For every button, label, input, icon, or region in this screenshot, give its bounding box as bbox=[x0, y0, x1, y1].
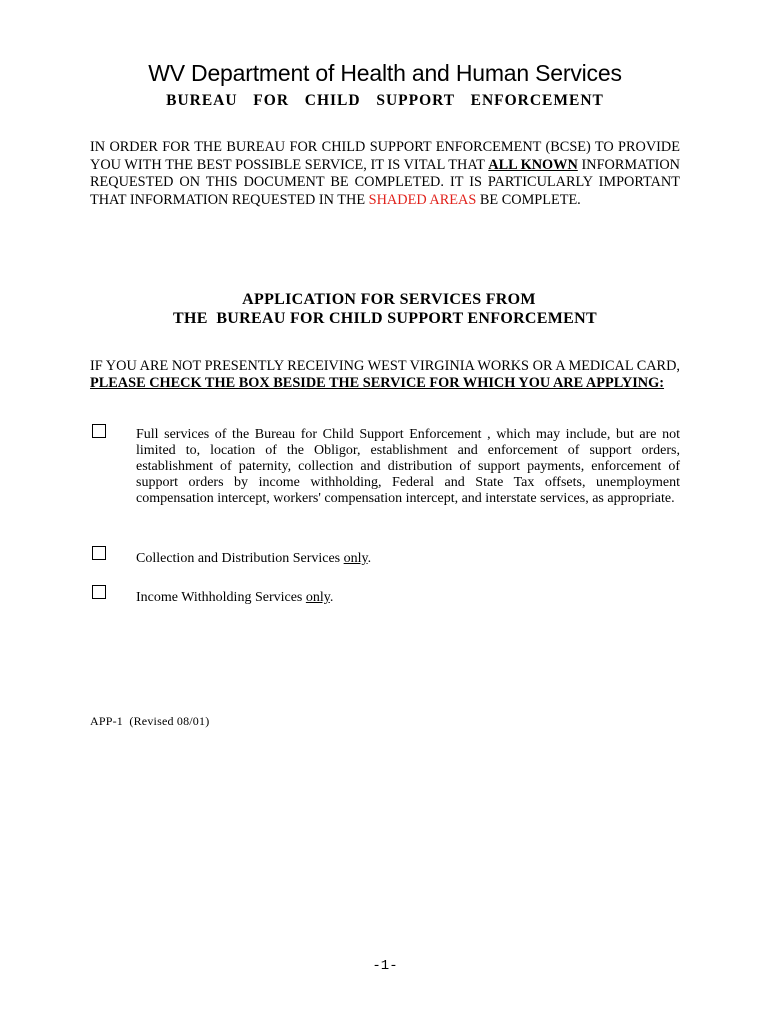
income-withholding-label: Income Withholding Services bbox=[136, 590, 306, 605]
notice-text-3: BE COMPLETE. bbox=[476, 191, 581, 208]
collection-distribution-checkbox[interactable] bbox=[92, 546, 106, 560]
bureau-title-text: BUREAU FOR CHILD SUPPORT ENFORCEMENT bbox=[166, 92, 604, 109]
full-services-label: Full services of the Bureau for Child Support Enforcement , which may include, but are not limited to, location of the Obligor, establishment and enforcement of support orders, establishment of paternity, collection and distribution of support payments, enforcement of support orders by income withholding, Federal and State Tax offsets, unemployment compensation intercept, workers' compensation intercept, and interstate services, as appropriate. bbox=[136, 427, 680, 506]
collection-only-qualifier: only bbox=[343, 551, 368, 566]
application-title bbox=[0, 290, 770, 328]
instructions-paragraph bbox=[90, 358, 680, 392]
collection-distribution-option bbox=[136, 551, 680, 567]
instructions-text: IF YOU ARE NOT PRESENTLY RECEIVING WEST VIRGINIA WORKS OR A MEDICAL CARD, bbox=[90, 358, 680, 374]
instructions-emphasis: PLEASE CHECK THE BOX BESIDE THE SERVICE FOR WHICH YOU ARE APPLYING: bbox=[90, 375, 665, 391]
notice-text-2: INFORMATION REQUESTED ON THIS DOCUMENT BE COMPLETED. IT IS PARTICULARLY IMPORTANT THAT INFORMATION REQUESTED IN THE bbox=[90, 156, 680, 208]
withholding-only-qualifier: only bbox=[305, 590, 330, 605]
notice-shaded-areas-highlight: SHADED AREAS bbox=[368, 191, 477, 208]
page-number: -1- bbox=[372, 958, 398, 974]
notice-paragraph bbox=[90, 139, 680, 209]
collection-period: . bbox=[367, 551, 372, 566]
application-title-line-2: THE BUREAU FOR CHILD SUPPORT ENFORCEMENT bbox=[173, 310, 597, 327]
withholding-period: . bbox=[329, 590, 334, 605]
form-revision bbox=[90, 714, 209, 729]
bureau-title bbox=[0, 92, 770, 110]
agency-title: WV Department of Health and Human Services bbox=[148, 60, 622, 86]
full-services-option bbox=[136, 427, 680, 507]
income-withholding-checkbox[interactable] bbox=[92, 585, 106, 599]
collection-distribution-label: Collection and Distribution Services bbox=[136, 551, 344, 566]
notice-text-1: IN ORDER FOR THE BUREAU FOR CHILD SUPPORT ENFORCEMENT (BCSE) TO PROVIDE YOU WITH THE BEST POSSIBLE SERVICE, IT IS VITAL THAT bbox=[90, 139, 680, 173]
full-services-checkbox[interactable] bbox=[92, 424, 106, 438]
income-withholding-option bbox=[136, 590, 680, 606]
form-revision-text: APP-1 (Revised 08/01) bbox=[90, 714, 210, 728]
notice-emphasis: ALL KNOWN bbox=[488, 156, 578, 173]
application-title-line-1: APPLICATION FOR SERVICES FROM bbox=[242, 291, 536, 308]
